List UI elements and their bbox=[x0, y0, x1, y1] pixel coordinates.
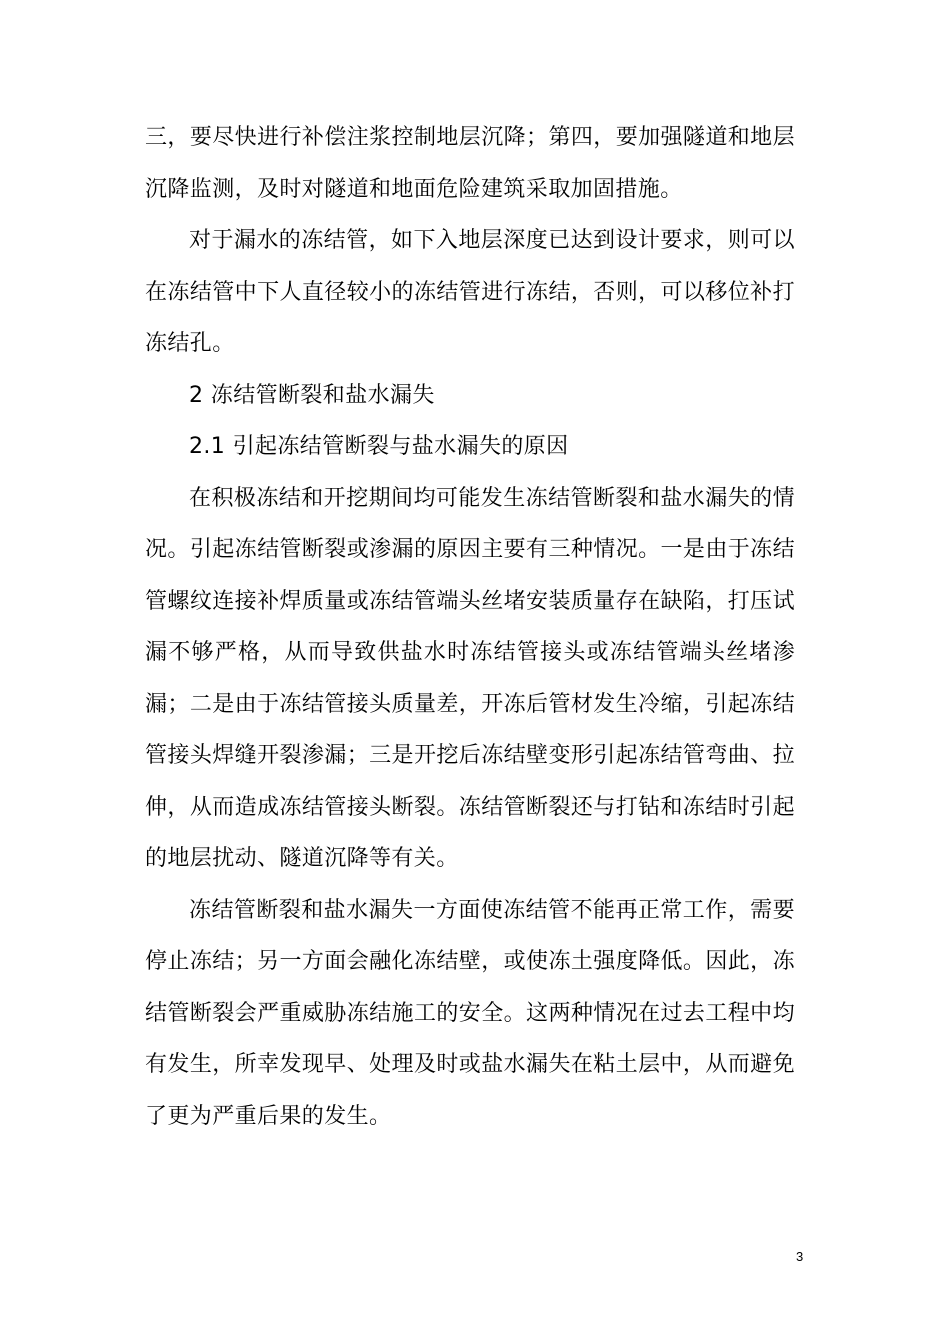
paragraph-consequences: 冻结管断裂和盐水漏失一方面使冻结管不能再正常工作，需要停止冻结；另一方面会融化冻结壁，或使冻土强度降低。因此，冻结管断裂会严重威胁冻结施工的安全。这两种情况在过去工程中均有发生，所幸发现早、处理及时或盐水漏失在粘土层中，从而避免了更为严重后果的发生。 bbox=[145, 897, 795, 1129]
paragraph-grouting-measures: 三，要尽快进行补偿注浆控制地层沉降；第四，要加强隧道和地层沉降监测，及时对隧道和地面危险建筑采取加固措施。 bbox=[145, 125, 795, 202]
document-body bbox=[145, 112, 795, 1142]
subsection-heading: 2.1 引起冻结管断裂与盐水漏失的原因 bbox=[189, 434, 569, 459]
section-heading: 2 冻结管断裂和盐水漏失 bbox=[189, 382, 435, 408]
paragraph-causes: 在积极冻结和开挖期间均可能发生冻结管断裂和盐水漏失的情况。引起冻结管断裂或渗漏的原因主要有三种情况。一是由于冻结管螺纹连接补焊质量或冻结管端头丝堵安装质量存在缺陷，打压试漏不够严格，从而导致供盐水时冻结管接头或冻结管端头丝堵渗漏；二是由于冻结管接头质量差，开冻后管材发生冷缩，引起冻结管接头焊缝开裂渗漏；三是开挖后冻结壁变形引起冻结管弯曲、拉伸，从而造成冻结管接头断裂。冻结管断裂还与打钻和冻结时引起的地层扰动、隧道沉降等有关。 bbox=[145, 485, 795, 871]
paragraph-leaking-pipe: 对于漏水的冻结管，如下入地层深度已达到设计要求，则可以在冻结管中下人直径较小的冻结管进行冻结，否则，可以移位补打冻结孔。 bbox=[145, 228, 795, 356]
page-number: 3 bbox=[796, 1249, 804, 1264]
